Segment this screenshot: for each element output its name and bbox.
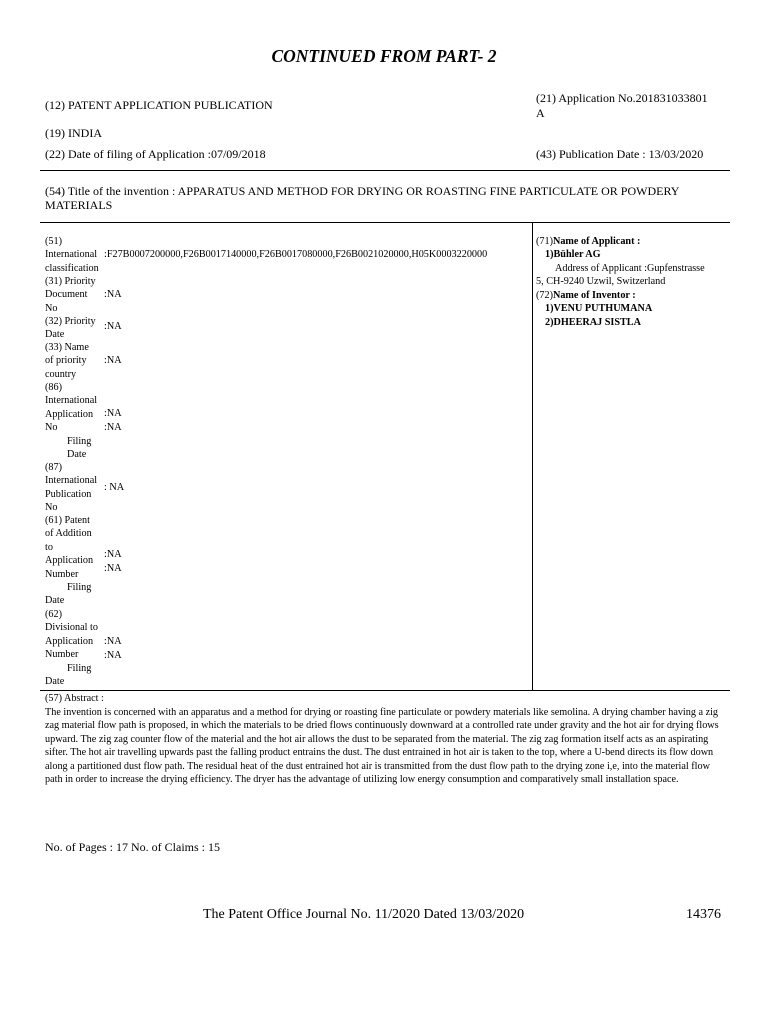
field-61-filing-value: :NA	[104, 563, 122, 574]
abstract-label: (57) Abstract :	[45, 693, 104, 704]
journal-footer: The Patent Office Journal No. 11/2020 Dated 13/03/2020	[203, 907, 525, 922]
field-31-label: (31) Priority Document No	[45, 276, 96, 314]
publication-date: (43) Publication Date : 13/03/2020	[536, 147, 704, 161]
field-51-label: (51) International classification	[45, 236, 99, 274]
field-86-filing-value: :NA	[104, 422, 122, 433]
field-32-value: :NA	[104, 321, 122, 332]
invention-title: (54) Title of the invention : APPARATUS AND METHOD FOR DRYING OR ROASTING FINE PARTICULATE OR POWDERY MATERIALS	[45, 184, 680, 212]
applicant-address-line-2: 5, CH-9240 Uzwil, Switzerland	[536, 276, 666, 287]
applicant-name: 1)Bühler AG	[545, 249, 601, 260]
publication-type: (12) PATENT APPLICATION PUBLICATION	[45, 98, 273, 112]
applicant-label: (71)Name of Applicant :	[536, 236, 641, 247]
field-87-label: (87) International Publication No	[45, 462, 98, 514]
filing-date: (22) Date of filing of Application :07/09/2018	[45, 147, 266, 161]
application-number-suffix: A	[536, 106, 545, 120]
field-61-label: (61) Patent of Addition to Application Number Filing Date	[45, 515, 94, 607]
abstract-text: The invention is concerned with an apparatus and a method for drying or roasting fine particulate or powdery materials like semolina. A drying chamber having a zig zag material flow path is proposed, in which the materials to be dried flows continuously downward at a controlled rate under gravity and the hot air for drying flows upward. The zig zag counter flow of the material and the hot air allows the dust to be separated from the material. The zig zag formation itself acts as an aspirating sifter. The hot air travelling upwards past the falling product entrains the dust. The dust entrained in hot air is taken to the top, where a U-bend directs its flow down along a partitioned dust flow path. The residual heat of the dust entrained hot air is transmitted from the dust flow path to the drying zone i,e, into the material flow path in order to increase the drying efficiency. The dryer has the advantage of utilizing low energy consumption and comparatively small installation space.	[45, 707, 719, 786]
inventor-name: 1)VENU PUTHUMANA	[545, 303, 653, 314]
applicant-address-line-1: Address of Applicant :Gupfenstrasse	[555, 263, 705, 274]
inventor-label: (72)Name of Inventor :	[536, 290, 636, 301]
field-51-value: :F27B0007200000,F26B0017140000,F26B0017080000,F26B0021020000,H05K0003220000	[104, 249, 488, 260]
page-number: 14376	[686, 907, 721, 922]
field-62-label: (62) Divisional to Application Number Filing Date	[45, 609, 98, 688]
field-32-label: (32) Priority Date	[45, 316, 96, 341]
divider	[40, 222, 730, 223]
inventor-name: 2)DHEERAJ SISTLA	[545, 317, 641, 328]
divider	[40, 170, 730, 171]
column-divider	[532, 222, 533, 690]
field-33-value: :NA	[104, 355, 122, 366]
country: (19) INDIA	[45, 126, 102, 140]
page-title: CONTINUED FROM PART- 2	[271, 46, 497, 66]
application-number: (21) Application No.201831033801	[536, 91, 708, 105]
field-61-value: :NA	[104, 549, 122, 560]
field-86-value: :NA	[104, 408, 122, 419]
field-62-value: :NA	[104, 636, 122, 647]
pages-and-claims: No. of Pages : 17 No. of Claims : 15	[45, 840, 220, 854]
field-87-value: : NA	[104, 482, 125, 493]
field-31-value: :NA	[104, 289, 122, 300]
field-62-filing-value: :NA	[104, 650, 122, 661]
field-33-label: (33) Name of priority country	[45, 342, 89, 380]
divider	[40, 690, 730, 691]
field-86-label: (86) International Application No Filing Date	[45, 382, 98, 461]
